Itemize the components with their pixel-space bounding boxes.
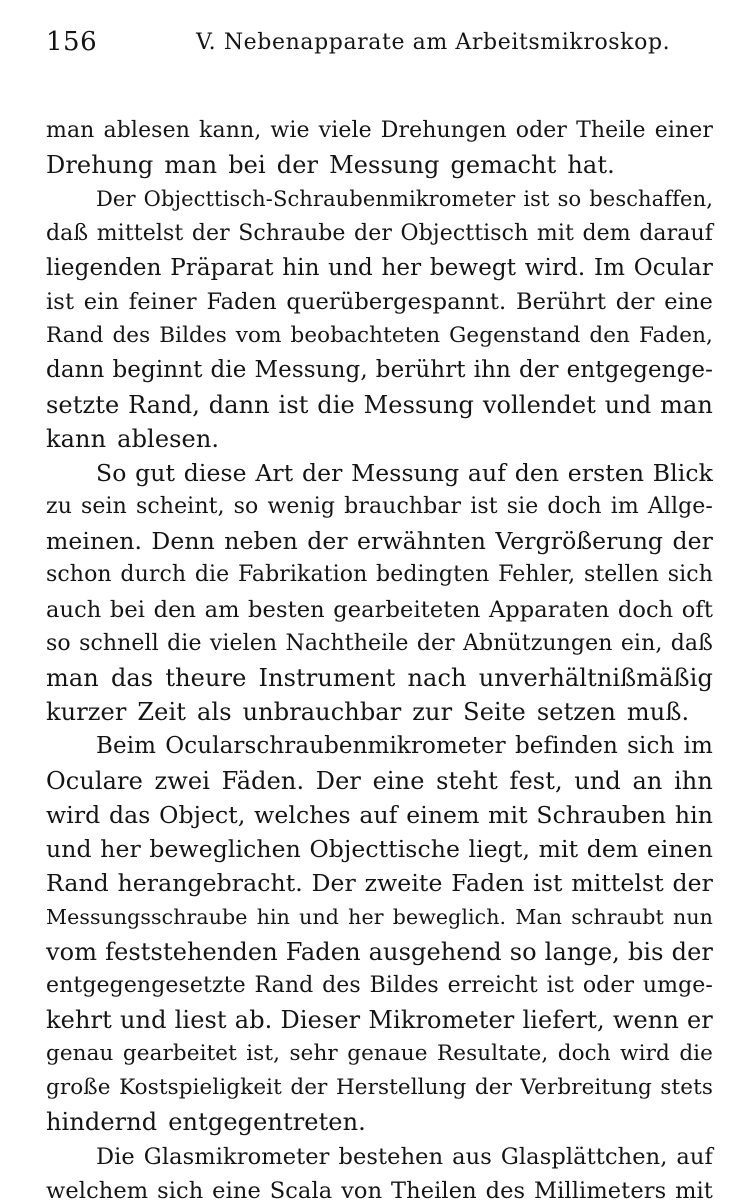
word: der (307, 527, 348, 556)
text-line (46, 729, 713, 763)
word: der (416, 630, 455, 656)
word: Fäden. (221, 766, 305, 795)
word: mittelst (571, 869, 664, 898)
text-line (46, 319, 713, 353)
word: der (615, 288, 655, 315)
word: Resultate, (436, 1041, 549, 1067)
word: Faden (451, 869, 525, 898)
word: als (197, 698, 232, 727)
word: wenn (612, 1005, 679, 1034)
word: dann (208, 390, 270, 419)
word: oft (681, 596, 713, 623)
word: berührt (375, 357, 466, 384)
word: wie (270, 118, 310, 143)
word: der (354, 220, 392, 246)
word: mit (536, 220, 574, 246)
word: setzen (536, 698, 616, 727)
word: So (96, 458, 127, 487)
word: mit (675, 1177, 713, 1200)
word: hin (282, 254, 320, 281)
word: Der (311, 869, 356, 898)
word: der (290, 1075, 328, 1101)
text-line (46, 456, 713, 490)
word: und (328, 254, 373, 281)
word: entgegentreten. (168, 1108, 366, 1137)
word: auf (359, 800, 398, 829)
word: her (381, 254, 422, 281)
word: Präparat (170, 254, 274, 281)
word: beschaffen, (589, 187, 713, 212)
word: des (485, 1177, 526, 1200)
text-line (46, 1003, 713, 1037)
word: Seite (463, 698, 526, 727)
word: ist (523, 187, 550, 212)
word: Der (96, 187, 136, 212)
word: ablesen. (117, 424, 220, 453)
text-line (46, 114, 713, 148)
word: ist (533, 869, 563, 898)
word: ihn (473, 357, 511, 384)
word: ausgehend (368, 937, 502, 966)
word: gemacht (450, 151, 557, 180)
word: Rand, (128, 390, 200, 419)
word: Objecttisch (400, 220, 529, 246)
word: bewegt (429, 254, 517, 281)
word: bedingten (376, 562, 490, 588)
word: Bildes (159, 323, 227, 349)
word: eine (664, 288, 713, 315)
word: Zeit (137, 698, 187, 727)
text-line (46, 422, 713, 456)
text-line (46, 695, 713, 729)
word: fest, (509, 766, 563, 795)
word: ist (278, 390, 309, 419)
word: Gegenstand (449, 323, 581, 349)
text-line (46, 764, 713, 798)
word: unverhältnißmäßig (478, 664, 713, 692)
word: oder (515, 118, 567, 143)
word: entgegenge- (566, 357, 713, 384)
word: die (167, 630, 202, 656)
word: schnell (79, 630, 159, 656)
word: vom (46, 937, 98, 966)
word: der (191, 220, 230, 246)
word: ist (46, 288, 75, 315)
word: dem (582, 220, 631, 246)
word: und (604, 390, 652, 419)
word: Apparaten (488, 596, 610, 623)
word: an (632, 766, 663, 795)
text-line (46, 490, 713, 524)
word: und (46, 834, 92, 863)
word: dann (46, 357, 105, 384)
word: daß (46, 220, 89, 246)
word: genaue (347, 1041, 428, 1067)
word: unbrauchbar (242, 698, 402, 727)
word: der (276, 151, 319, 180)
text-line (46, 251, 713, 285)
word: ist (546, 972, 575, 998)
word: Faden (206, 288, 277, 315)
word: Drehung (46, 151, 154, 180)
word: zur (412, 698, 453, 727)
word: genau (46, 1041, 114, 1067)
word: Fehler, (498, 562, 576, 588)
word: Messungsschraube (46, 905, 248, 930)
word: beginnt (112, 357, 203, 384)
word: ersten (567, 458, 645, 487)
word: her (348, 905, 384, 930)
word: hin (256, 905, 290, 930)
word: kann, (199, 118, 262, 143)
word: Ocularschraubenmikrometer (165, 733, 506, 760)
word: zu (46, 494, 72, 520)
word: auch (46, 596, 102, 623)
word: beweglichen (149, 834, 301, 863)
word: erreicht (447, 972, 538, 998)
word: Der (315, 766, 361, 795)
word: Instrument (258, 664, 396, 692)
word: sich (627, 733, 675, 760)
word: vielen (209, 630, 278, 656)
word: scheint, (135, 494, 225, 520)
word: auf (467, 458, 507, 487)
word: wenig (267, 494, 336, 520)
word: nach (407, 664, 467, 692)
word: bei (228, 151, 266, 180)
word: her (100, 834, 141, 863)
word: liefert, (522, 1005, 605, 1034)
word: Vergrößerung (495, 527, 664, 556)
text-line (46, 935, 713, 969)
word: Messung, (254, 357, 368, 384)
word: mit (538, 834, 579, 863)
word: meinen. (46, 527, 143, 556)
text-line (46, 1174, 713, 1200)
word: Abnützungen (463, 630, 613, 656)
word: und (299, 905, 339, 930)
word: ist, (246, 1041, 281, 1067)
word: ihn (674, 766, 713, 795)
word: einem (406, 800, 480, 829)
word: befinden (514, 733, 618, 760)
word: ein, (620, 630, 663, 656)
word: bestehen (338, 1143, 444, 1170)
text-line (46, 593, 713, 627)
word: doch (617, 596, 674, 623)
word: so (233, 494, 259, 520)
body-text (46, 114, 713, 1200)
text-line (46, 866, 713, 900)
word: so (557, 187, 582, 212)
word: gearbeitet (122, 1041, 237, 1067)
word: doch (547, 494, 602, 520)
word: das (109, 800, 151, 829)
word: Fabrikation (237, 562, 368, 588)
word: hin (674, 800, 713, 829)
word: Im (593, 254, 626, 281)
word: Allge- (647, 494, 713, 520)
word: bis (627, 937, 664, 966)
word: stellen (583, 562, 660, 588)
word: große (46, 1075, 111, 1101)
word: die (317, 390, 355, 419)
word: wird (46, 800, 101, 829)
word: des (112, 323, 151, 349)
word: feiner (128, 288, 197, 315)
word: Millimeters (534, 1177, 667, 1200)
word: ein (83, 288, 120, 315)
word: dem (586, 834, 639, 863)
word: Art (255, 458, 294, 487)
word: einer (654, 118, 713, 143)
text-line (46, 1140, 713, 1174)
word: Oculare (46, 766, 143, 795)
word: hindernd (46, 1108, 158, 1137)
word: die (194, 562, 230, 588)
word: Ocular (633, 254, 713, 281)
word: den (153, 596, 197, 623)
word: neben (224, 527, 298, 556)
word: Glasmikrometer (143, 1143, 330, 1170)
word: Man (515, 905, 563, 930)
word: viele (318, 118, 372, 143)
word: umge- (642, 972, 713, 998)
word: am (204, 596, 240, 623)
word: Blick (652, 458, 713, 487)
word: ab. (234, 1005, 273, 1034)
word: durch (120, 562, 187, 588)
word: Faden, (638, 323, 713, 349)
word: im (683, 733, 713, 760)
word: welches (254, 800, 351, 829)
word: Mikrometer (368, 1005, 515, 1034)
word: den (589, 323, 631, 349)
word: Objecttisch-Schraubenmikrometer (143, 187, 516, 212)
word: beweglich. (392, 905, 507, 930)
word: feststehenden (105, 937, 278, 966)
word: lange, (544, 937, 620, 966)
word: Object, (159, 800, 246, 829)
text-line (46, 285, 713, 319)
word: zwei (154, 766, 210, 795)
text-line (46, 1071, 713, 1105)
word: der (301, 458, 343, 487)
word: schraubt (571, 905, 664, 930)
text-line (46, 798, 713, 832)
text-line (46, 353, 713, 387)
word: Messung (329, 151, 440, 180)
word: Herstellung (335, 1075, 467, 1101)
word: setzte (46, 390, 120, 419)
word: diese (183, 458, 247, 487)
word: gearbeiteten (333, 596, 481, 623)
word: steht (436, 766, 498, 795)
word: vollendet (482, 390, 596, 419)
word: die (210, 357, 247, 384)
word: querübergespannt. (286, 288, 507, 315)
word: bei (109, 596, 146, 623)
text-line (46, 1037, 713, 1071)
word: sich (667, 562, 713, 588)
word: Theilen (391, 1177, 477, 1200)
word: mittelst (96, 220, 184, 246)
word: man (46, 664, 99, 692)
text-line (46, 900, 713, 934)
word: Objecttische (309, 834, 460, 863)
word: nun (673, 905, 713, 930)
word: eine (372, 766, 425, 795)
word: besten (248, 596, 325, 623)
word: wird. (524, 254, 586, 281)
word: Glasplättchen, (500, 1143, 668, 1170)
word: und (119, 1005, 167, 1034)
word: sie (506, 494, 539, 520)
word: Drehungen (380, 118, 507, 143)
word: Kostspieligkeit (119, 1075, 282, 1101)
word: einen (646, 834, 713, 863)
running-title: V. Nebenapparate am Arbeitsmikroskop. (196, 30, 671, 55)
page-number: 156 (46, 27, 98, 57)
word: auf (676, 1143, 713, 1170)
word: herangebracht. (117, 869, 303, 898)
word: ablesen (103, 118, 190, 143)
word: liegenden (46, 254, 162, 281)
word: den (514, 458, 560, 487)
text-line (46, 832, 713, 866)
word: er (687, 1005, 713, 1034)
word: Rand (46, 869, 109, 898)
word: der (671, 937, 713, 966)
word: eine (212, 1177, 261, 1200)
word: aus (452, 1143, 492, 1170)
word: daß (670, 630, 713, 656)
text-line (46, 558, 713, 592)
word: Faden (285, 937, 361, 966)
word: entgegengesetzte (46, 972, 246, 998)
text-line (46, 1105, 713, 1139)
word: von (341, 1177, 383, 1200)
text-line (46, 524, 713, 558)
text-line (46, 388, 713, 422)
word: Schrauben (536, 800, 667, 829)
word: der (474, 1075, 512, 1101)
word: man (46, 118, 95, 143)
word: des (322, 972, 361, 998)
word: oder (582, 972, 635, 998)
word: Theile (576, 118, 646, 143)
word: mit (488, 800, 528, 829)
word: stets (660, 1075, 713, 1101)
word: sich (157, 1177, 204, 1200)
word: Schraube (238, 220, 346, 246)
word: kurzer (46, 698, 127, 727)
word: Dieser (280, 1005, 361, 1034)
word: brauchbar (344, 494, 462, 520)
word: Messung (363, 390, 475, 419)
word: und (574, 766, 621, 795)
word: zweite (364, 869, 443, 898)
word: gut (135, 458, 176, 487)
word: Bildes (369, 972, 439, 998)
word: Berührt (515, 288, 607, 315)
text-line (46, 182, 713, 216)
word: ist (470, 494, 498, 520)
word: liest (174, 1005, 227, 1034)
text-line (46, 969, 713, 1003)
word: doch (557, 1041, 611, 1067)
word: der (672, 527, 713, 556)
word: schon (46, 562, 112, 588)
word: der (518, 357, 559, 384)
word: Die (96, 1143, 135, 1170)
word: theure (165, 664, 247, 692)
page-header (46, 26, 713, 70)
word: Scala (269, 1177, 333, 1200)
word: wird (620, 1041, 670, 1067)
word: Rand (46, 323, 104, 349)
word: hat. (567, 151, 615, 180)
word: liegt, (468, 834, 531, 863)
word: darauf (639, 220, 713, 246)
word: vom (235, 323, 282, 349)
word: sehr (289, 1041, 338, 1067)
word: man (164, 151, 218, 180)
text-line (46, 217, 713, 251)
word: welchem (46, 1177, 149, 1200)
word: sein (81, 494, 127, 520)
word: das (110, 664, 154, 692)
word: Beim (96, 733, 157, 760)
word: Denn (151, 527, 215, 556)
word: Verbreitung (520, 1075, 652, 1101)
word: der (672, 869, 713, 898)
word: kann (46, 424, 107, 453)
word: Nachtheile (285, 630, 409, 656)
text-line (46, 627, 713, 661)
word: beobachteten (290, 323, 441, 349)
word: so (46, 630, 71, 656)
word: man (660, 390, 713, 419)
word: so (509, 937, 537, 966)
word: kehrt (46, 1005, 112, 1034)
text-line (46, 148, 713, 182)
text-line (46, 661, 713, 695)
word: muß. (626, 698, 690, 727)
word: erwähnten (357, 527, 486, 556)
word: Rand (254, 972, 314, 998)
word: im (610, 494, 639, 520)
word: Messung (351, 458, 460, 487)
word: die (679, 1041, 713, 1067)
